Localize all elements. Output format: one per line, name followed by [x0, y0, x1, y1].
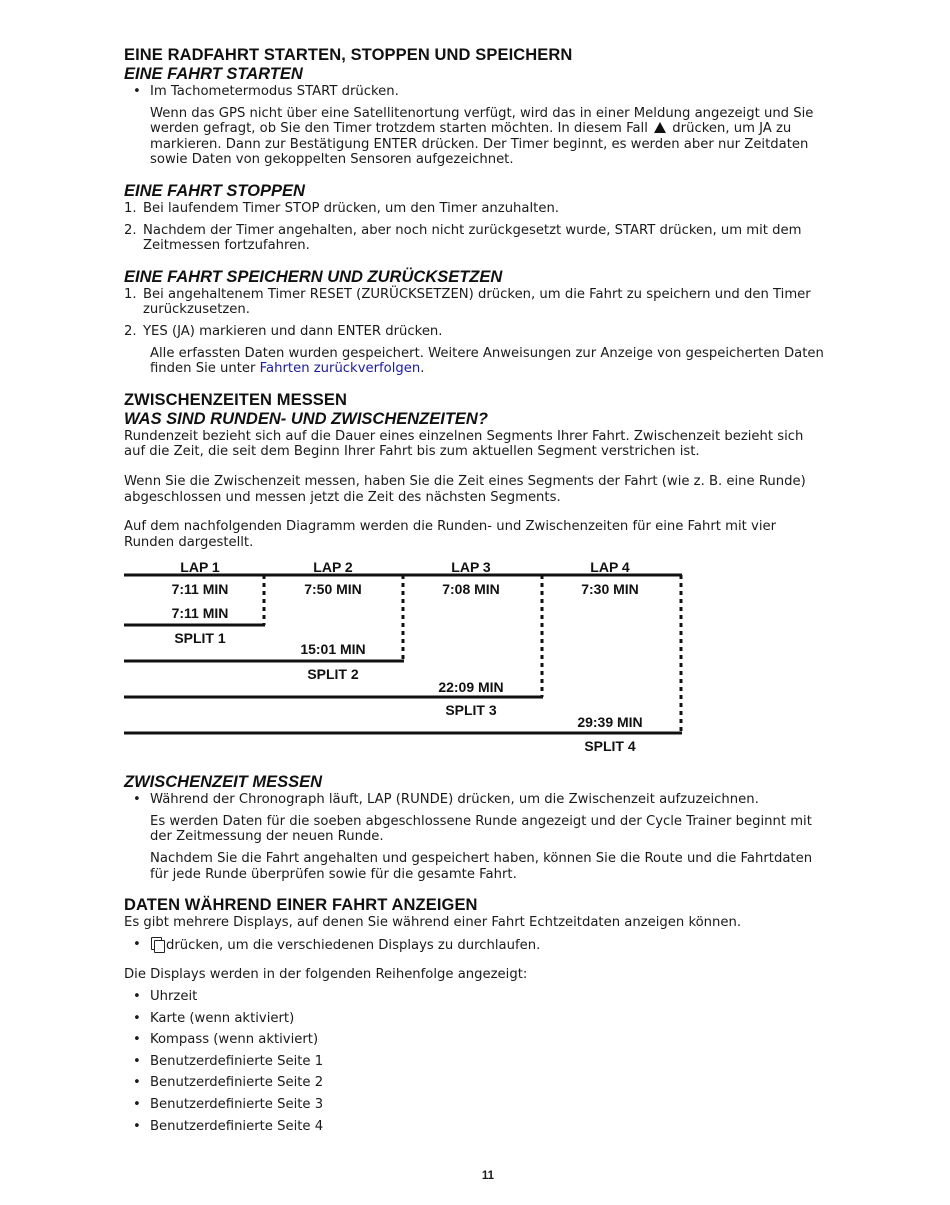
list-item — [124, 84, 824, 100]
start-paragraph — [124, 106, 824, 168]
save-list — [124, 287, 824, 340]
display-paragraph-1: Es gibt mehrere Displays, auf denen Sie während einer Fahrt Echtzeitdaten anzeigen können. — [124, 915, 742, 931]
manual-page — [124, 46, 824, 1134]
list-item — [124, 1119, 824, 1135]
lap-split-diagram — [124, 557, 824, 757]
list-item-text: Kompass (wenn aktiviert) — [150, 1032, 319, 1048]
list-item — [124, 1097, 824, 1113]
list-item — [124, 1032, 824, 1048]
list-item — [124, 1075, 824, 1091]
list-item-text: Während der Chronograph läuft, LAP (RUNDE) drücken, um die Zwischenzeit aufzuzeichnen. — [150, 792, 759, 808]
subsection-title-what: WAS SIND RUNDEN- UND ZWISCHENZEITEN? — [124, 409, 488, 428]
split-3-time: 22:09 MIN — [438, 679, 504, 696]
split-2-label: SPLIT 2 — [307, 666, 359, 683]
list-item-text: drücken, um die verschiedenen Displays zu durchlaufen. — [166, 937, 541, 953]
section-title-start-stop-save: EINE RADFAHRT STARTEN, STOPPEN UND SPEICHERN — [124, 46, 573, 64]
split-1-time: 7:11 MIN — [171, 605, 229, 622]
lap-2-time: 7:50 MIN — [304, 581, 362, 598]
section-title-split: ZWISCHENZEITEN MESSEN — [124, 390, 348, 409]
list-number: 2. — [124, 323, 137, 339]
list-item-text: YES (JA) markieren und dann ENTER drücken. — [143, 323, 443, 339]
list-item — [124, 1011, 824, 1027]
list-item-text: Nachdem der Timer angehalten, aber noch nicht zurückgesetzt wurde, START drücken, um mit dem Zeitmessen fortzufahren. — [143, 222, 802, 254]
list-item-text: Bei angehaltenem Timer RESET (ZURÜCKSETZEN) drücken, um die Fahrt zu speichern und den Timer zurückzusetzen. — [143, 286, 811, 318]
lap-split-diagram-svg — [124, 557, 824, 757]
display-paragraph-2: Die Displays werden in der folgenden Reihenfolge angezeigt: — [124, 967, 528, 983]
list-number: 1. — [124, 286, 137, 302]
list-item — [124, 937, 824, 954]
stop-list — [124, 201, 824, 254]
measure-list — [124, 792, 824, 808]
split-4-time: 29:39 MIN — [577, 714, 643, 731]
list-item-text: Benutzerdefinierte Seite 1 — [150, 1053, 324, 1069]
subsection-title-start: EINE FAHRT STARTEN — [124, 65, 303, 83]
split-2-time: 15:01 MIN — [300, 641, 366, 658]
lap-1-time: 7:11 MIN — [171, 581, 229, 598]
section-title-display: DATEN WÄHREND EINER FAHRT ANZEIGEN — [124, 896, 478, 915]
display-order-list — [124, 989, 824, 1134]
list-item — [124, 989, 824, 1005]
list-item — [124, 324, 824, 340]
lap-3-time: 7:08 MIN — [442, 581, 500, 598]
measure-paragraph-1: Es werden Daten für die soeben abgeschlossene Runde angezeigt und der Cycle Trainer beginnt mit der Zeitmessung der neuen Runde. — [150, 813, 812, 845]
list-item-text: Karte (wenn aktiviert) — [150, 1010, 295, 1026]
page-number: 11 — [481, 1170, 495, 1182]
list-item — [124, 792, 824, 808]
paragraph-text: drücken, um JA zu markieren. Dann zur Bestätigung ENTER drücken. Der Timer beginnt, es werden aber nur Zeitdaten sowie Daten von gekoppelten Sensoren aufgezeichnet. — [150, 121, 809, 168]
measure-paragraph-2: Nachdem Sie die Fahrt angehalten und gespeichert haben, können Sie die Route und die Fahrtdaten für jede Runde überprüfen sowie für die gesamte Fahrt. — [150, 851, 813, 882]
list-item-text: Benutzerdefinierte Seite 4 — [150, 1118, 324, 1134]
list-number: 2. — [124, 222, 137, 238]
what-paragraph-1: Rundenzeit bezieht sich auf die Dauer eines einzelnen Segments Ihrer Fahrt. Zwischenzeit bezieht sich auf die Zeit, die seit dem Beginn Ihrer Fahrt bis zum aktuellen Segment verstrichen ist. — [124, 428, 804, 460]
lap-1-label: LAP 1 — [180, 559, 220, 576]
list-item-text: Im Tachometermodus START drücken. — [150, 84, 399, 99]
split-3-label: SPLIT 3 — [445, 702, 497, 719]
lap-4-label: LAP 4 — [590, 559, 630, 576]
list-item-text: Benutzerdefinierte Seite 2 — [150, 1075, 324, 1091]
list-item — [124, 287, 824, 318]
link-fahrten-zurueckverfolgen[interactable]: Fahrten zurückverfolgen — [259, 361, 421, 377]
lap-3-label: LAP 3 — [451, 559, 491, 576]
start-list — [124, 84, 824, 100]
list-item-text: Benutzerdefinierte Seite 3 — [150, 1097, 324, 1112]
up-triangle-icon — [654, 122, 666, 133]
list-item — [124, 223, 824, 254]
lap-4-time: 7:30 MIN — [581, 581, 639, 598]
list-item-text: Bei laufendem Timer STOP drücken, um den Timer anzuhalten. — [143, 200, 559, 216]
pages-icon — [151, 937, 162, 950]
list-item — [124, 1054, 824, 1070]
display-button-list — [124, 937, 824, 954]
save-paragraph — [124, 346, 824, 377]
list-item — [124, 201, 824, 217]
split-1-label: SPLIT 1 — [174, 630, 226, 647]
what-paragraph-3: Auf dem nachfolgenden Diagramm werden die Runden- und Zwischenzeiten für eine Fahrt mit vier Runden dargestellt. — [124, 519, 777, 550]
paragraph-text: Wenn das GPS nicht über eine Satellitenortung verfügt, wird das in einer Meldung angezeigt und Sie werden gefragt, ob Sie den Timer trotzdem starten möchten. In diesem Fall — [150, 105, 814, 137]
what-paragraph-2: Wenn Sie die Zwischenzeit messen, haben Sie die Zeit eines Segments der Fahrt (wie z. B. eine Runde) abgeschlossen und messen jetzt die Zeit des nächsten Segments. — [124, 473, 806, 505]
paragraph-text: Alle erfassten Daten wurden gespeichert. Weitere Anweisungen zur Anzeige von gespeicherten Daten finden Sie unter — [150, 345, 824, 377]
subsection-title-measure: ZWISCHENZEIT MESSEN — [124, 773, 323, 792]
lap-2-label: LAP 2 — [313, 559, 353, 576]
subsection-title-stop: EINE FAHRT STOPPEN — [124, 181, 305, 200]
split-4-label: SPLIT 4 — [584, 738, 636, 755]
subsection-title-save: EINE FAHRT SPEICHERN UND ZURÜCKSETZEN — [124, 267, 503, 286]
paragraph-text: . — [420, 361, 425, 377]
list-item-text: Uhrzeit — [150, 989, 198, 1005]
list-number: 1. — [124, 200, 137, 216]
